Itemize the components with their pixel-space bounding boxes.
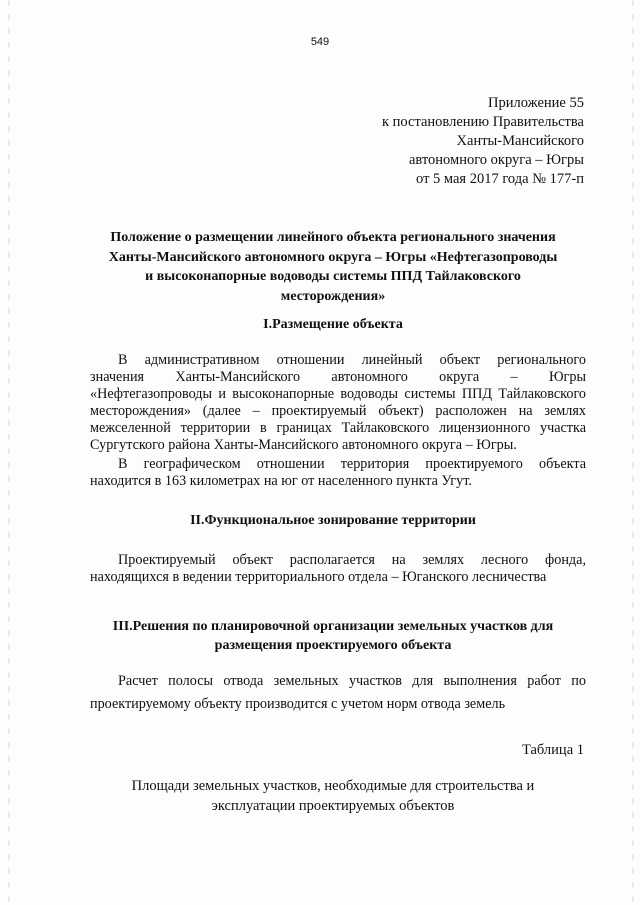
section-3-heading: [80, 617, 586, 655]
section-3-paragraph: [90, 670, 586, 716]
paragraph-line: находится в 163 километрах на юг от населенного пункта Угут.: [90, 473, 472, 489]
paragraph-line: месторождения» (далее – проектируемый объект) расположен на землях: [90, 403, 586, 419]
paragraph-line: «Нефтегазопроводы и высоконапорные водоводы системы ППД Тайлаковского: [90, 386, 586, 402]
appendix-line: к постановлению Правительства: [382, 114, 584, 130]
paragraph-line: В административном отношении линейный объект регионального: [118, 352, 586, 368]
appendix-line: Приложение 55: [488, 95, 584, 111]
table-caption-line: эксплуатации проектируемых объектов: [211, 798, 455, 814]
section-2-heading: [80, 511, 586, 530]
section-2-paragraph: [90, 552, 586, 586]
section-3-heading-line: III.Решения по планировочной организации земельных участков для: [112, 619, 554, 634]
title-line: и высоконапорные водоводы системы ППД Тайлаковского: [145, 269, 521, 284]
paragraph-line: Сургутского района Ханты-Мансийского автономного округа – Югры.: [90, 437, 517, 453]
appendix-line: автономного округа – Югры: [408, 152, 584, 168]
paragraph-line: В географическом отношении территория проектируемого объекта: [118, 456, 586, 472]
paragraph-line: находящихся в ведении территориального отдела – Юганского лесничества: [90, 569, 547, 585]
title-line: Ханты-Мансийского автономного округа – Югры «Нефтегазопроводы: [108, 249, 558, 265]
page-number: 549: [310, 36, 330, 48]
section-1-heading-text: I.Размещение объекта: [263, 317, 403, 332]
document-title: [80, 228, 586, 306]
paragraph-line: Расчет полосы отвода земельных участков для выполнения работ по: [118, 673, 586, 689]
scan-edge-right: [632, 0, 634, 905]
title-line: Положение о размещении линейного объекта регионального значения: [110, 230, 556, 245]
appendix-block: [264, 94, 584, 189]
table-caption: [80, 776, 586, 816]
appendix-line: Ханты-Мансийского: [456, 133, 584, 149]
table-label: Таблица 1: [521, 742, 584, 758]
section-1-heading: [80, 315, 586, 334]
paragraph-line: проектируемому объекту производится с учетом норм отвода земель: [90, 696, 506, 712]
paragraph-line: значения Ханты-Мансийского автономного округа – Югры: [90, 369, 586, 385]
title-line: месторождения»: [280, 288, 386, 304]
appendix-line: от 5 мая 2017 года № 177-п: [416, 171, 584, 187]
table-caption-line: Площади земельных участков, необходимые для строительства и: [131, 778, 535, 794]
section-2-heading-text: II.Функциональное зонирование территории: [190, 513, 476, 528]
scan-edge-left: [8, 0, 10, 905]
paragraph-line: Проектируемый объект располагается на землях лесного фонда,: [118, 552, 586, 568]
section-1-paragraph-2: [90, 456, 586, 490]
section-3-heading-line: размещения проектируемого объекта: [214, 638, 452, 653]
section-1-paragraph-1: [90, 352, 586, 454]
paragraph-line: межселенной территории в границах Тайлаковского лицензионного участка: [90, 420, 586, 436]
